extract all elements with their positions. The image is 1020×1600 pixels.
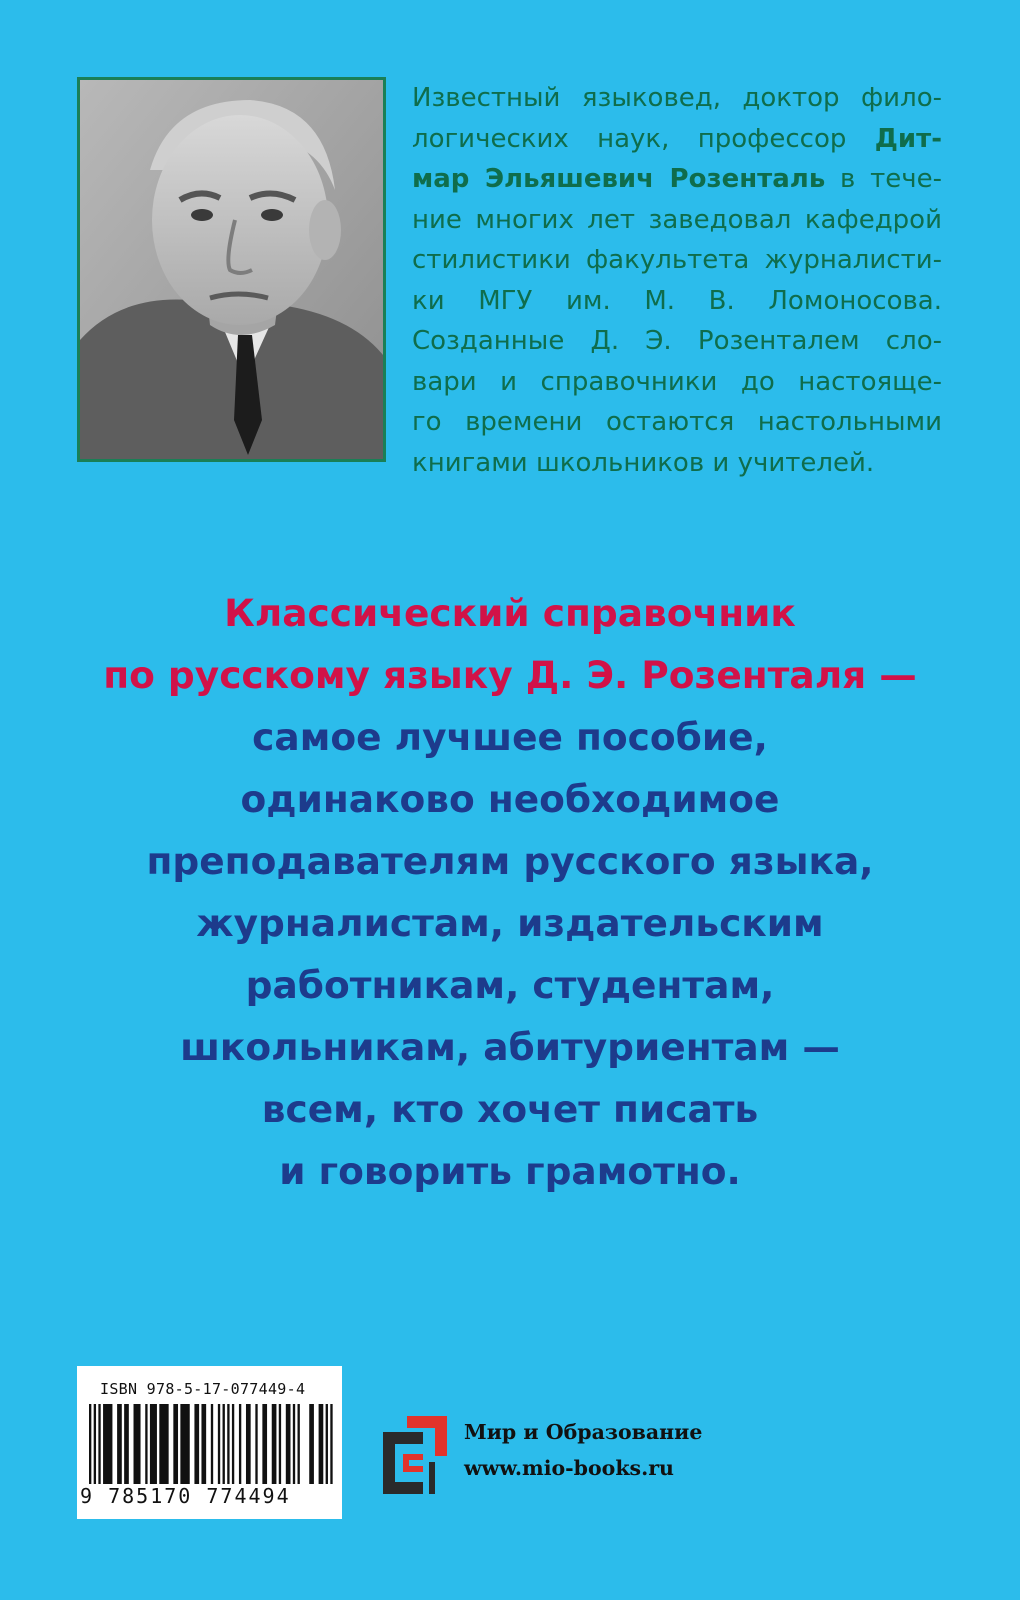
barcode-bar: [201, 1404, 206, 1484]
barcode-bar: [330, 1404, 332, 1484]
barcode-bar: [309, 1404, 314, 1484]
publisher-logo-icon: [377, 1412, 449, 1498]
ean-digits: 9 785170 774494: [80, 1484, 291, 1508]
author-bio: [412, 78, 942, 483]
barcode-bar: [211, 1404, 213, 1484]
barcode-bar: [223, 1404, 225, 1484]
barcode-bar: [293, 1404, 295, 1484]
slogan-line: одинаково необходимое: [240, 777, 780, 821]
barcode-bar: [117, 1404, 122, 1484]
barcode-bar: [286, 1404, 291, 1484]
barcode-bar: [145, 1404, 147, 1484]
bio-line: Созданные Д. Э. Розенталем сло-: [412, 326, 942, 356]
barcode-bar: [94, 1404, 96, 1484]
bio-line: ние многих лет заведовал кафедрой: [412, 204, 942, 235]
bio-author-name-part: мар Эльяшевич Розенталь: [412, 164, 826, 194]
bio-line: [412, 119, 942, 160]
isbn-text: ISBN 978-5-17-077449-4: [100, 1380, 306, 1398]
slogan: [0, 582, 1020, 1202]
slogan-line: Классический справочник: [224, 591, 796, 635]
bio-author-name-part: Дит-: [874, 123, 942, 154]
publisher-name: Мир и Образование: [464, 1420, 703, 1444]
barcode-bar: [218, 1404, 220, 1484]
isbn-barcode: [77, 1366, 342, 1519]
barcode-bar: [124, 1404, 129, 1484]
bio-line-part: логических наук, профессор: [412, 123, 847, 154]
bio-line: Известный языковед, доктор фило-: [412, 83, 942, 113]
barcode-bar: [180, 1404, 189, 1484]
barcode-bar: [298, 1404, 300, 1484]
slogan-line: школьникам, абитуриентам —: [180, 1025, 840, 1069]
barcode-bar: [194, 1404, 199, 1484]
bio-line-part: в тече-: [840, 164, 942, 194]
barcode-bar: [326, 1404, 328, 1484]
slogan-line: работникам, студентам,: [245, 963, 775, 1007]
bio-line: вари и справочники до настояще-: [412, 366, 942, 397]
bio-line: го времени остаются настольными: [412, 407, 942, 437]
slogan-line: журналистам, издательским: [196, 901, 824, 945]
barcode-bar: [262, 1404, 267, 1484]
barcode-bar: [272, 1404, 277, 1484]
barcode-bar: [232, 1404, 234, 1484]
barcode-bar: [98, 1404, 100, 1484]
slogan-line: всем, кто хочет писать: [261, 1087, 759, 1131]
barcode-bar: [134, 1404, 141, 1484]
bio-line: [412, 159, 942, 200]
slogan-line: самое лучшее пособие,: [252, 715, 768, 759]
barcode-bar: [150, 1404, 157, 1484]
barcode-bar: [279, 1404, 281, 1484]
barcode-bar: [239, 1404, 241, 1484]
bio-line: ки МГУ им. М. В. Ломоносова.: [412, 285, 942, 316]
barcode-bar: [159, 1404, 168, 1484]
barcode-bar: [319, 1404, 324, 1484]
slogan-line: и говорить грамотно.: [279, 1149, 741, 1193]
slogan-line: преподавателям русского языка,: [146, 839, 874, 883]
slogan-line: по русскому языку Д. Э. Розенталя —: [103, 653, 917, 697]
barcode-bar: [173, 1404, 178, 1484]
publisher-website[interactable]: www.mio-books.ru: [464, 1456, 674, 1480]
barcode-bar: [227, 1404, 229, 1484]
barcode-bar: [246, 1404, 251, 1484]
barcode-bar: [103, 1404, 112, 1484]
barcode-bar: [89, 1404, 91, 1484]
bio-line: книгами школьников и учителей.: [412, 447, 875, 478]
author-portrait: [77, 77, 386, 462]
bio-line: стилистики факультета журналисти-: [412, 245, 942, 275]
barcode-bar: [255, 1404, 257, 1484]
